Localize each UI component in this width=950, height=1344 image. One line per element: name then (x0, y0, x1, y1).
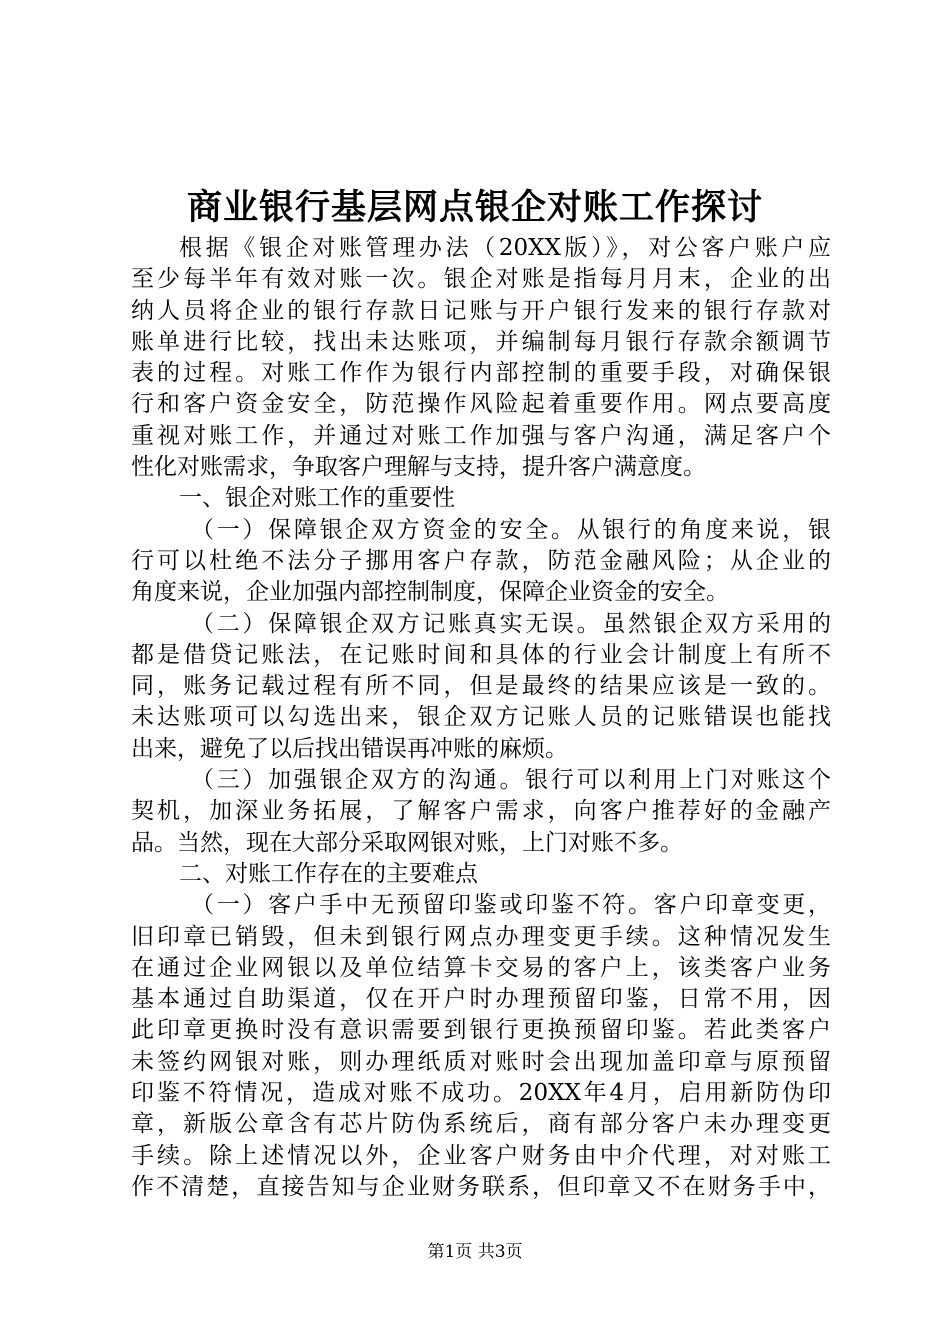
paragraph-line: 契机，加深业务拓展，了解客户需求，向客户推荐好的金融产 (131, 798, 831, 825)
paragraph-line: 未签约网银对账，则办理纸质对账时会出现加盖印章与原预留 (131, 1048, 831, 1075)
page-number-footer: 第1页 共3页 (427, 1242, 523, 1262)
paragraph-line: 未达账项可以勾选出来，银企双方记账人员的记账错误也能找 (131, 704, 831, 731)
paragraph-line: 同，账务记载过程有所不同，但是最终的结果应该是一致的。 (131, 673, 831, 700)
paragraph-line: 根据《银企对账管理办法（20XX版）》，对公客户账户应 (179, 235, 831, 261)
paragraph-line: （一）客户手中无预留印鉴或印鉴不符。客户印章变更， (191, 892, 831, 919)
paragraph-line: 表的过程。对账工作作为银行内部控制的重要手段，对确保银 (131, 360, 831, 387)
paragraph-line: 行和客户资金安全，防范操作风险起着重要作用。网点要高度 (131, 391, 831, 418)
paragraph-line: 作不清楚，直接告知与企业财务联系，但印章又不在财务手中， (131, 1173, 831, 1200)
paragraph-line: 都是借贷记账法，在记账时间和具体的行业会计制度上有所不 (131, 641, 831, 668)
paragraph-line: 出来，避免了以后找出错误再冲账的麻烦。 (131, 735, 568, 762)
paragraph-line: 手续。除上述情况以外，企业客户财务由中介代理，对对账工 (131, 1142, 831, 1169)
paragraph-line: 纳人员将企业的银行存款日记账与开户银行发来的银行存款对 (131, 297, 831, 324)
paragraph-line: （三）加强银企双方的沟通。银行可以利用上门对账这个 (191, 767, 831, 794)
paragraph-line: （二）保障银企双方记账真实无误。虽然银企双方采用的 (191, 610, 831, 637)
paragraph-line: 重视对账工作，并通过对账工作加强与客户沟通，满足客户个 (131, 422, 831, 449)
paragraph-line: 旧印章已销毁，但未到银行网点办理变更手续。这种情况发生 (131, 923, 831, 950)
section-heading: 一、银企对账工作的重要性 (179, 485, 455, 512)
paragraph-line: 行可以杜绝不法分子挪用客户存款，防范金融风险；从企业的 (131, 547, 831, 574)
paragraph-line: 在通过企业网银以及单位结算卡交易的客户上，该类客户业务 (131, 954, 831, 981)
paragraph-line: 品。当然，现在大部分采取网银对账，上门对账不多。 (131, 829, 683, 856)
paragraph-line: 基本通过自助渠道，仅在开户时办理预留印鉴，日常不用，因 (131, 986, 831, 1013)
paragraph-line: （一）保障银企双方资金的安全。从银行的角度来说，银 (191, 516, 831, 543)
paragraph-line: 印鉴不符情况，造成对账不成功。20XX年4月，启用新防伪印 (131, 1080, 831, 1107)
paragraph-line: 性化对账需求，争取客户理解与支持，提升客户满意度。 (131, 454, 706, 481)
document-title: 商业银行基层网点银企对账工作探讨 (186, 187, 763, 228)
paragraph-line: 此印章更换时没有意识需要到银行更换预留印鉴。若此类客户 (131, 1017, 831, 1044)
paragraph-line: 账单进行比较，找出未达账项，并编制每月银行存款余额调节 (131, 328, 831, 355)
section-heading: 二、对账工作存在的主要难点 (179, 860, 478, 887)
paragraph-line: 角度来说，企业加强内部控制制度，保障企业资金的安全。 (131, 579, 729, 606)
document-body (131, 233, 831, 1203)
paragraph-line: 至少每半年有效对账一次。银企对账是指每月月末，企业的出 (131, 266, 831, 293)
paragraph-line: 章，新版公章含有芯片防伪系统后，商有部分客户未办理变更 (131, 1111, 831, 1138)
